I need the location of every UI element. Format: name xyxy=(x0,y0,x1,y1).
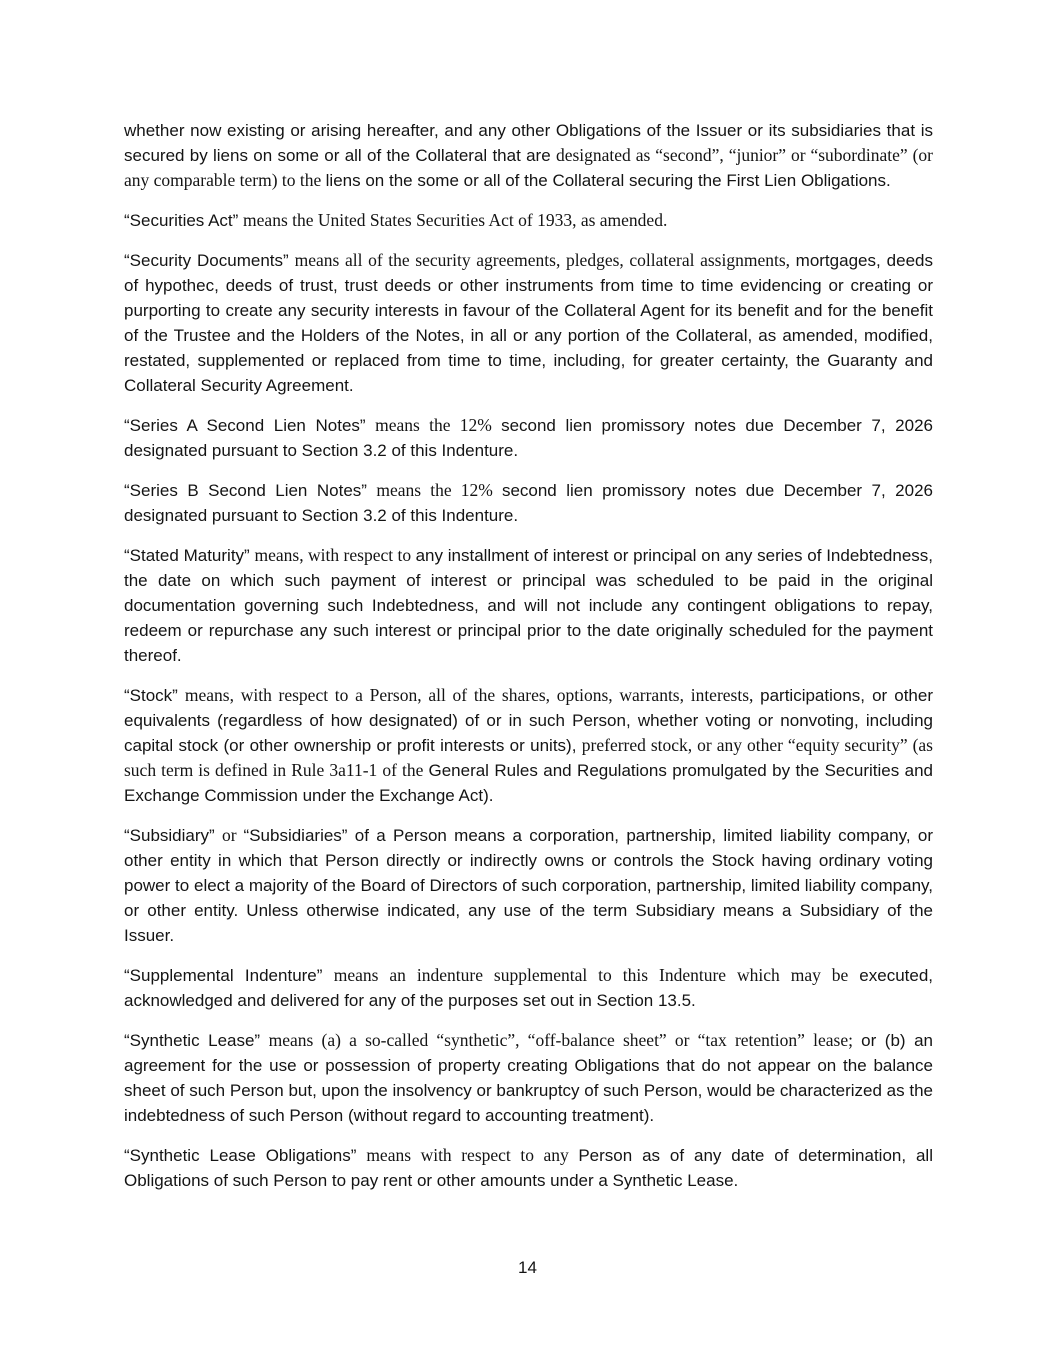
text-segment: any installment of interest or principal on any series of Indebtedness, the date on which such payment of interest or principal was scheduled to be paid in the original documentation governing such Indebtedness, and will not include any contingent obligations to repay, redeem or repurchase any such interest or principal prior to the date originally scheduled for the payment thereof. xyxy=(124,546,933,665)
text-segment: Person as of any date of determination, all Obligations of such Person to pay rent or other amounts under a Synthetic Lease. xyxy=(124,1146,933,1190)
text-segment: “Stated Maturity” xyxy=(124,546,255,565)
paragraph xyxy=(124,118,933,193)
text-segment: second lien promissory notes due December 7, 2026 designated pursuant to Section 3.2 of this Indenture. xyxy=(124,416,933,460)
text-segment: “Supplemental Indenture” xyxy=(124,966,334,985)
paragraph xyxy=(124,963,933,1013)
text-segment: “Series B Second Lien Notes” xyxy=(124,481,377,500)
page-number: 14 xyxy=(518,1258,537,1277)
paragraph xyxy=(124,208,933,233)
text-segment: “Series A Second Lien Notes” xyxy=(124,416,376,435)
text-segment: executed, acknowledged and delivered for any of the purposes set out in Section 13.5. xyxy=(124,966,934,1010)
text-segment: or xyxy=(222,825,244,845)
text-segment: means (a) a so-called “synthetic”, “off-balance sheet” or “tax retention” lease; xyxy=(268,1030,862,1050)
document-body xyxy=(124,118,933,1208)
paragraph xyxy=(124,823,933,948)
text-segment: “Synthetic Lease Obligations” xyxy=(124,1146,367,1165)
text-segment: mortgages, deeds of hypothec, deeds of trust, trust deeds or other instruments from time to time evidencing or creating or purporting to create any security interests in favour of the Collateral Agent for its benefit and for the benefit of the Trustee and the Holders of the Notes, in all or any portion of the Collateral, as amended, modified, restated, supplemented or replaced from time to time, including, for greater certainty, the Guaranty and Collateral Security Agreement. xyxy=(124,251,933,395)
text-segment: means all of the security agreements, pledges, collateral assignments, xyxy=(294,250,796,270)
page-footer xyxy=(0,1258,1055,1278)
text-segment: liens on the some or all of the Collateral securing the First Lien Obligations. xyxy=(325,171,891,190)
text-segment: “Stock” xyxy=(124,686,185,705)
text-segment: means the 12% xyxy=(376,480,502,500)
text-segment: General Rules and Regulations promulgated by the Securities and Exchange Commission under the Exchange Act). xyxy=(124,761,933,805)
text-segment: preferred stock, or any other “equity security” (as such term is defined in Rule 3a11-1 of the xyxy=(124,735,933,780)
text-segment: designated as “second”, “junior” or “subordinate” (or any comparable term) to the xyxy=(124,145,934,190)
text-segment: means, with respect to a Person, all of the shares, options, warrants, interests, xyxy=(184,685,761,705)
text-segment: means the 12% xyxy=(375,415,502,435)
paragraph xyxy=(124,413,933,463)
paragraph xyxy=(124,683,933,808)
paragraph xyxy=(124,1143,933,1193)
text-segment: means with respect to any xyxy=(366,1145,579,1165)
text-segment: “Subsidiaries” of a Person means a corporation, partnership, limited liability company, or other entity in which that Person directly or indirectly owns or controls the Stock having ordinary voting power to elect a majority of the Board of Directors of such corporation, partnership, limited liability company, or other entity. Unless otherwise indicated, any use of the term Subsidiary means a Subsidiary of the Issuer. xyxy=(124,826,933,945)
paragraph xyxy=(124,1028,933,1128)
text-segment: “Security Documents” xyxy=(124,251,295,270)
text-segment: “Synthetic Lease” xyxy=(124,1031,269,1050)
text-segment: second lien promissory notes due December 7, 2026 designated pursuant to Section 3.2 of this Indenture. xyxy=(124,481,933,525)
text-segment: “Securities Act” xyxy=(124,211,244,230)
paragraph xyxy=(124,248,933,398)
paragraph xyxy=(124,543,933,668)
paragraph xyxy=(124,478,933,528)
text-segment: means the United States Securities Act of 1933, as amended. xyxy=(243,210,668,230)
text-segment: means, with respect to xyxy=(254,545,416,565)
text-segment: or (b) an agreement for the use or possession of property creating Obligations that do not appear on the balance sheet of such Person but, upon the insolvency or bankruptcy of such Person, would be characterized as the indebtedness of such Person (without regard to accounting treatment). xyxy=(124,1031,933,1125)
text-segment: whether now existing or arising hereafter, and any other Obligations of the Issuer or its subsidiaries that is secured by liens on some or all of the Collateral that are xyxy=(124,121,933,165)
text-segment: “Subsidiary” xyxy=(124,826,222,845)
text-segment: means an indenture supplemental to this Indenture which may be xyxy=(333,965,860,985)
text-segment: participations, or other equivalents (regardless of how designated) of or in such Person, whether voting or nonvoting, including capital stock (or other ownership or profit interests or units), xyxy=(124,686,934,755)
